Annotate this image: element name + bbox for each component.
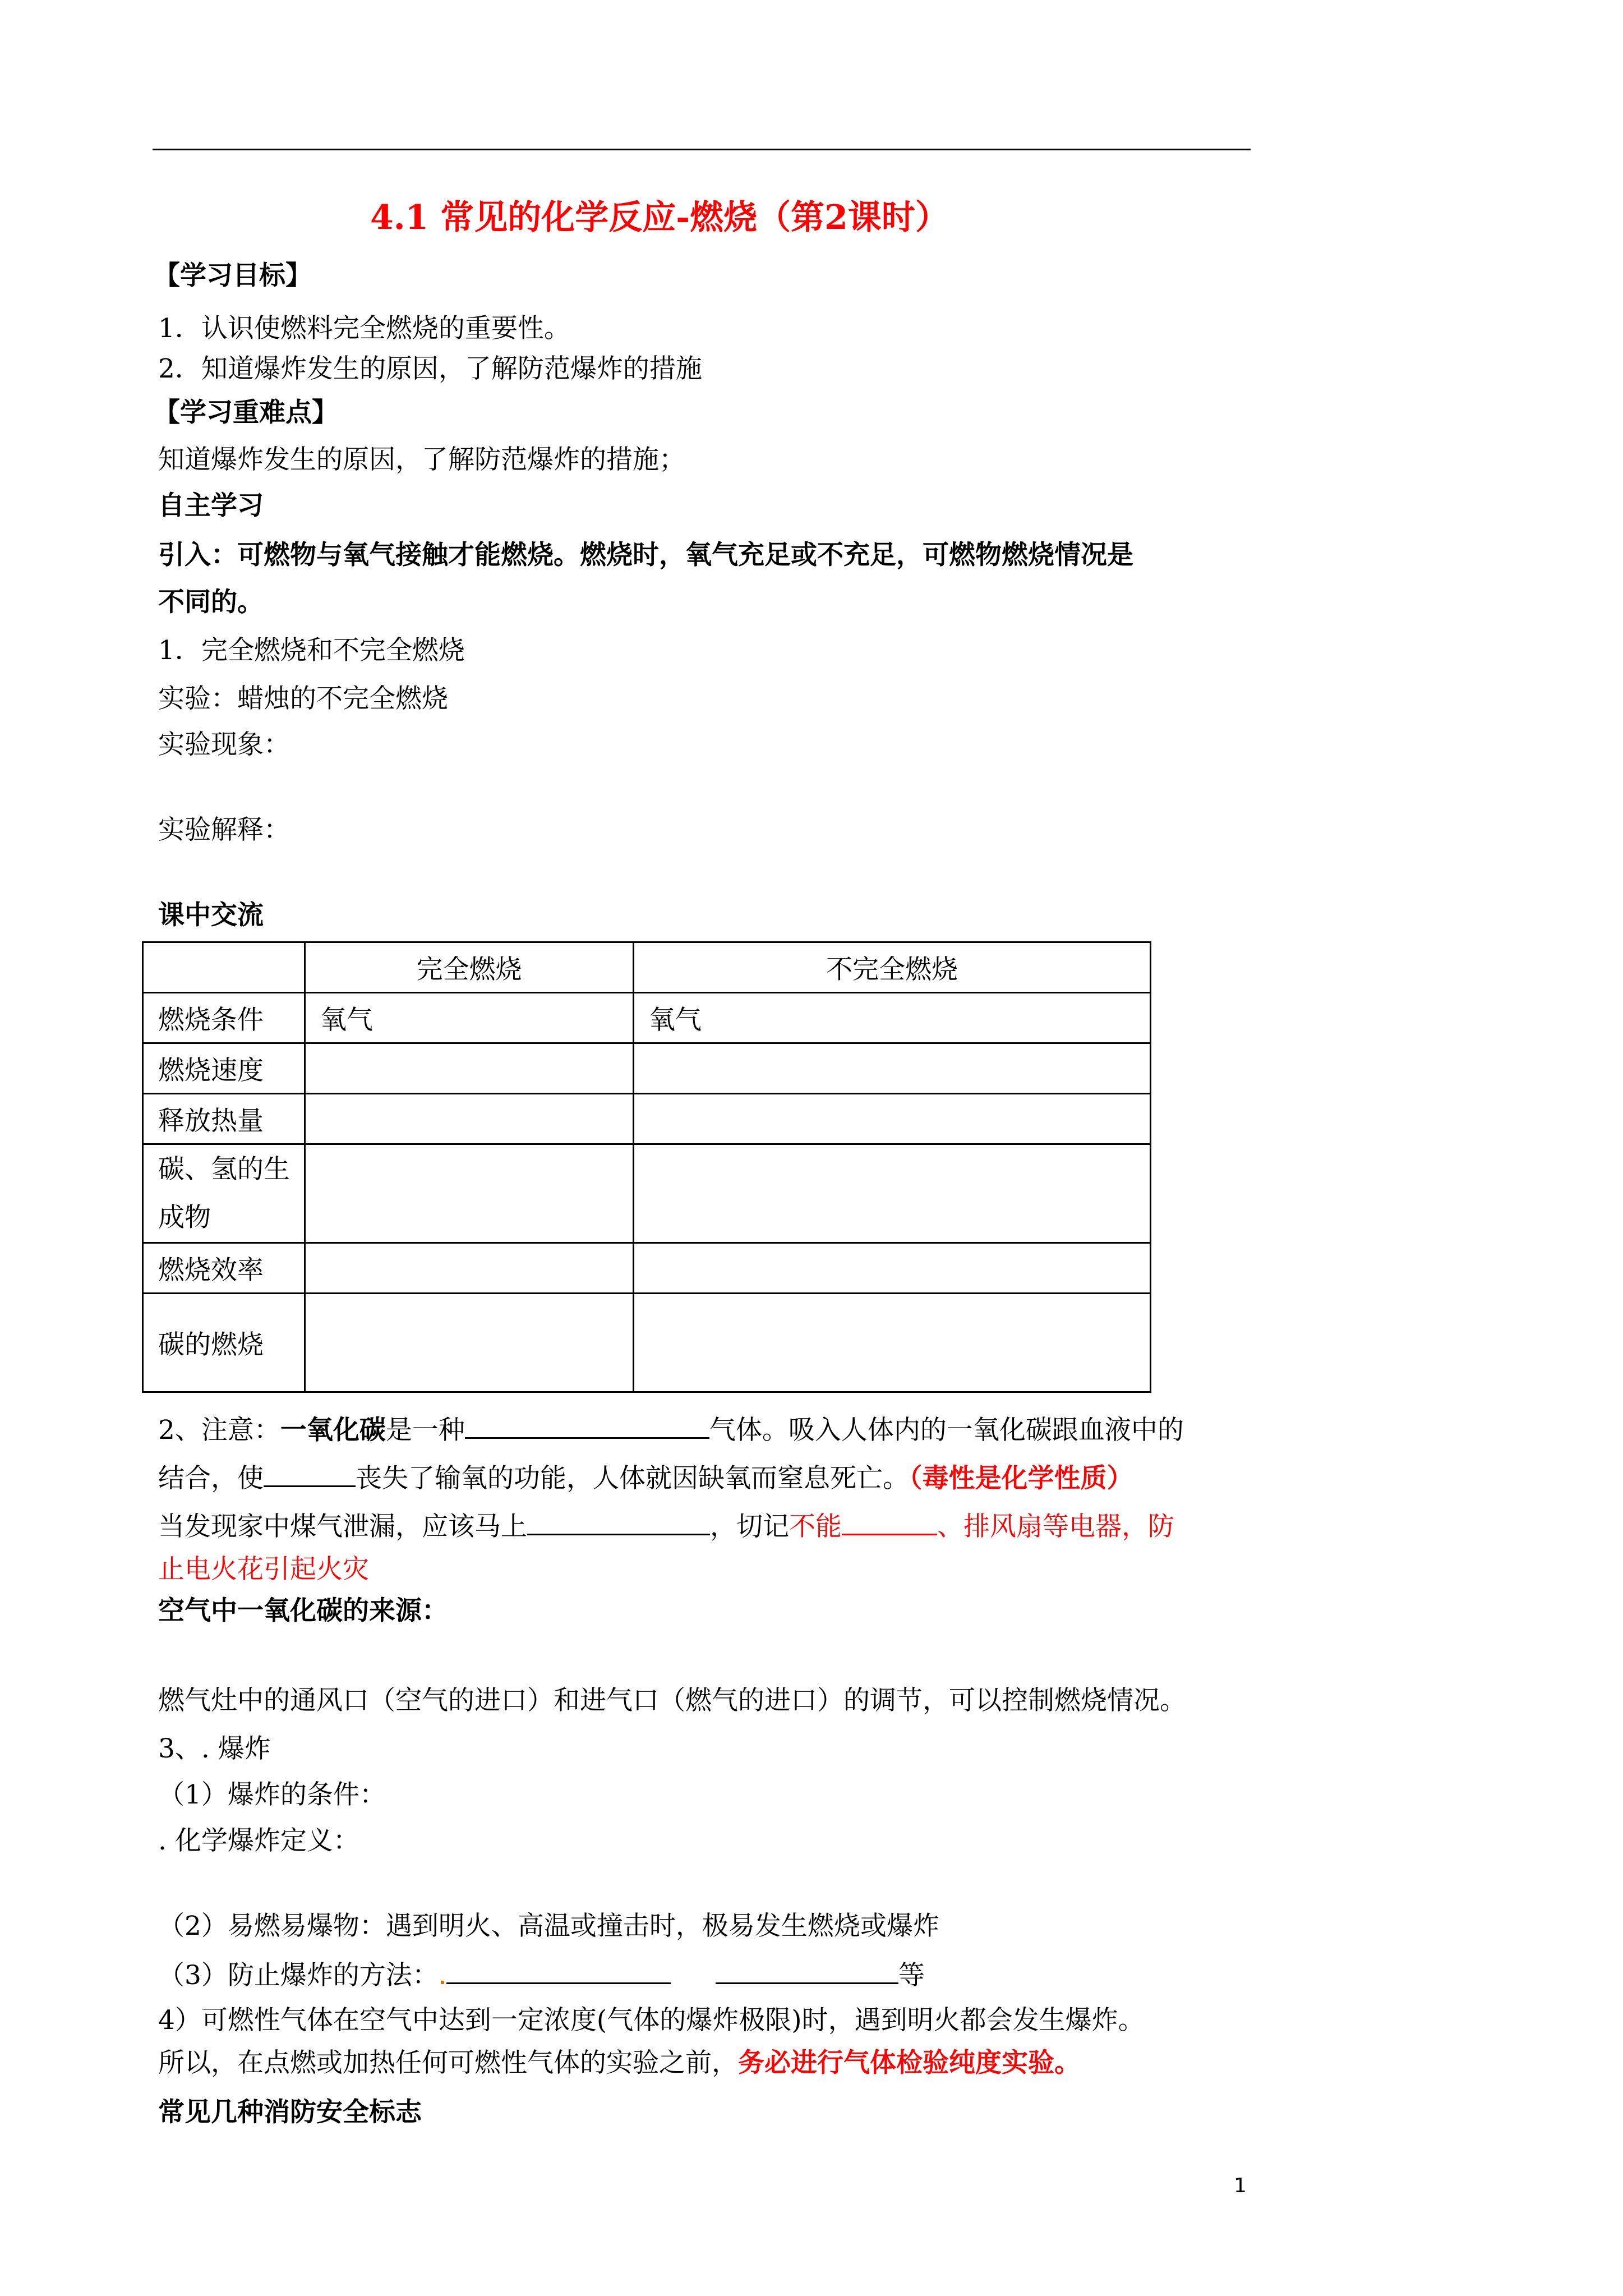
note-text: ，切记 <box>710 1511 789 1542</box>
header-rule <box>153 149 1251 150</box>
fill-blank <box>716 1957 898 1984</box>
table-row <box>143 1094 1151 1144</box>
key-points-heading: 【学习重难点】 <box>154 397 338 428</box>
co-source-heading: 空气中一氧化碳的来源： <box>158 1595 448 1626</box>
row-label: 燃烧条件 <box>143 993 305 1043</box>
self-study-heading: 自主学习 <box>158 490 264 521</box>
explanation-label: 实验解释： <box>158 815 290 845</box>
row-label: 碳的燃烧 <box>143 1294 305 1392</box>
note-text: 是一种 <box>385 1415 465 1446</box>
note-text: 当发现家中煤气泄漏，应该马上 <box>158 1511 527 1542</box>
page-number: 1 <box>1234 2174 1247 2197</box>
marker-dot <box>441 1981 444 1984</box>
table-header-cell: 完全燃烧 <box>305 942 634 993</box>
combustion-comparison-table <box>142 941 1151 1393</box>
table-row <box>143 1294 1151 1392</box>
purity-test-warning: 务必进行气体检验纯度实验。 <box>738 2047 1081 2078</box>
warning-text: 、排风扇等电器，防 <box>937 1511 1174 1542</box>
note-line-3 <box>158 1508 1174 1544</box>
table-cell <box>634 1144 1151 1243</box>
intro-line-1: 引入：可燃物与氧气接触才能燃烧。燃烧时，氧气充足或不充足，可燃物燃烧情况是 <box>158 540 1133 570</box>
table-cell <box>305 1144 634 1243</box>
note-line-1 <box>158 1411 1184 1447</box>
table-cell <box>634 1243 1151 1294</box>
explosion-conditions: （1）爆炸的条件： <box>158 1779 386 1810</box>
gas-text: 所以，在点燃或加热任何可燃性气体的实验之前， <box>158 2047 738 2078</box>
table-cell <box>634 1043 1151 1094</box>
intro-line-2: 不同的。 <box>158 587 264 618</box>
warning-text: 不能 <box>789 1511 842 1542</box>
note-text: 丧失了输氧的功能，人体就因缺氧而窒息死亡。 <box>356 1463 909 1494</box>
fill-blank <box>527 1508 710 1535</box>
row-label: 释放热量 <box>143 1094 305 1144</box>
fill-blank <box>465 1411 709 1439</box>
table-header-cell: 不完全燃烧 <box>634 942 1151 993</box>
gas-line-1: 4）可燃性气体在空气中达到一定浓度(气体的爆炸极限)时，遇到明火都会发生爆炸。 <box>158 2005 1145 2036</box>
table-cell <box>634 1094 1151 1144</box>
gas-line-2 <box>158 2046 1081 2080</box>
class-exchange-heading: 课中交流 <box>158 900 264 931</box>
table-cell: 氧气 <box>634 993 1151 1043</box>
table-row <box>143 993 1151 1043</box>
toxicity-note: （毒性是化学性质） <box>909 1463 1133 1494</box>
note-text: 结合，使 <box>158 1463 264 1494</box>
table-cell <box>305 1243 634 1294</box>
note-line-4: 止电火花引起火灾 <box>158 1554 369 1585</box>
table-cell <box>305 1294 634 1392</box>
row-label: 燃烧速度 <box>143 1043 305 1094</box>
fire-safety-signs-heading: 常见几种消防安全标志 <box>158 2097 422 2128</box>
note-label: 2、注意： <box>158 1415 280 1446</box>
section-3-heading: 3、. 爆炸 <box>158 1733 271 1764</box>
section-1-heading: 1．完全燃烧和不完全燃烧 <box>158 635 465 666</box>
co-term: 一氧化碳 <box>280 1415 386 1446</box>
table-cell <box>305 1094 634 1144</box>
table-cell <box>143 942 305 993</box>
prevention-suffix: 等 <box>898 1960 925 1991</box>
fill-blank <box>446 1957 671 1984</box>
goals-heading: 【学习目标】 <box>154 260 312 291</box>
fill-blank <box>842 1508 937 1535</box>
flammable-items: （2）易燃易爆物：遇到明火、高温或撞击时，极易发生燃烧或爆炸 <box>158 1911 939 1941</box>
prevention-label: （3）防止爆炸的方法： <box>158 1960 439 1991</box>
table-cell <box>634 1294 1151 1392</box>
table-cell: 氧气 <box>305 993 634 1043</box>
chemical-explosion-definition: . 化学爆炸定义： <box>158 1825 359 1856</box>
row-label: 碳、氢的生成物 <box>143 1144 305 1243</box>
table-header-row <box>143 942 1151 993</box>
key-points-text: 知道爆炸发生的原因，了解防范爆炸的措施； <box>158 444 685 475</box>
table-row <box>143 1043 1151 1094</box>
goal-1: 1．认识使燃料完全燃烧的重要性。 <box>158 313 570 344</box>
fill-blank <box>264 1460 356 1487</box>
goal-2: 2．知道爆炸发生的原因，了解防范爆炸的措施 <box>158 353 702 384</box>
note-line-2 <box>158 1460 1133 1496</box>
experiment-label: 实验：蜡烛的不完全燃烧 <box>158 683 448 714</box>
row-label: 燃烧效率 <box>143 1243 305 1294</box>
phenomenon-label: 实验现象： <box>158 729 290 760</box>
stove-text: 燃气灶中的通风口（空气的进口）和进气口（燃气的进口）的调节，可以控制燃烧情况。 <box>158 1685 1186 1716</box>
prevention-line <box>158 1957 925 1993</box>
table-row <box>143 1243 1151 1294</box>
table-cell <box>305 1043 634 1094</box>
page-title: 4.1 常见的化学反应-燃烧（第2课时） <box>370 198 949 237</box>
note-text: 气体。吸入人体内的一氧化碳跟血液中的 <box>709 1415 1184 1446</box>
table-row <box>143 1144 1151 1243</box>
